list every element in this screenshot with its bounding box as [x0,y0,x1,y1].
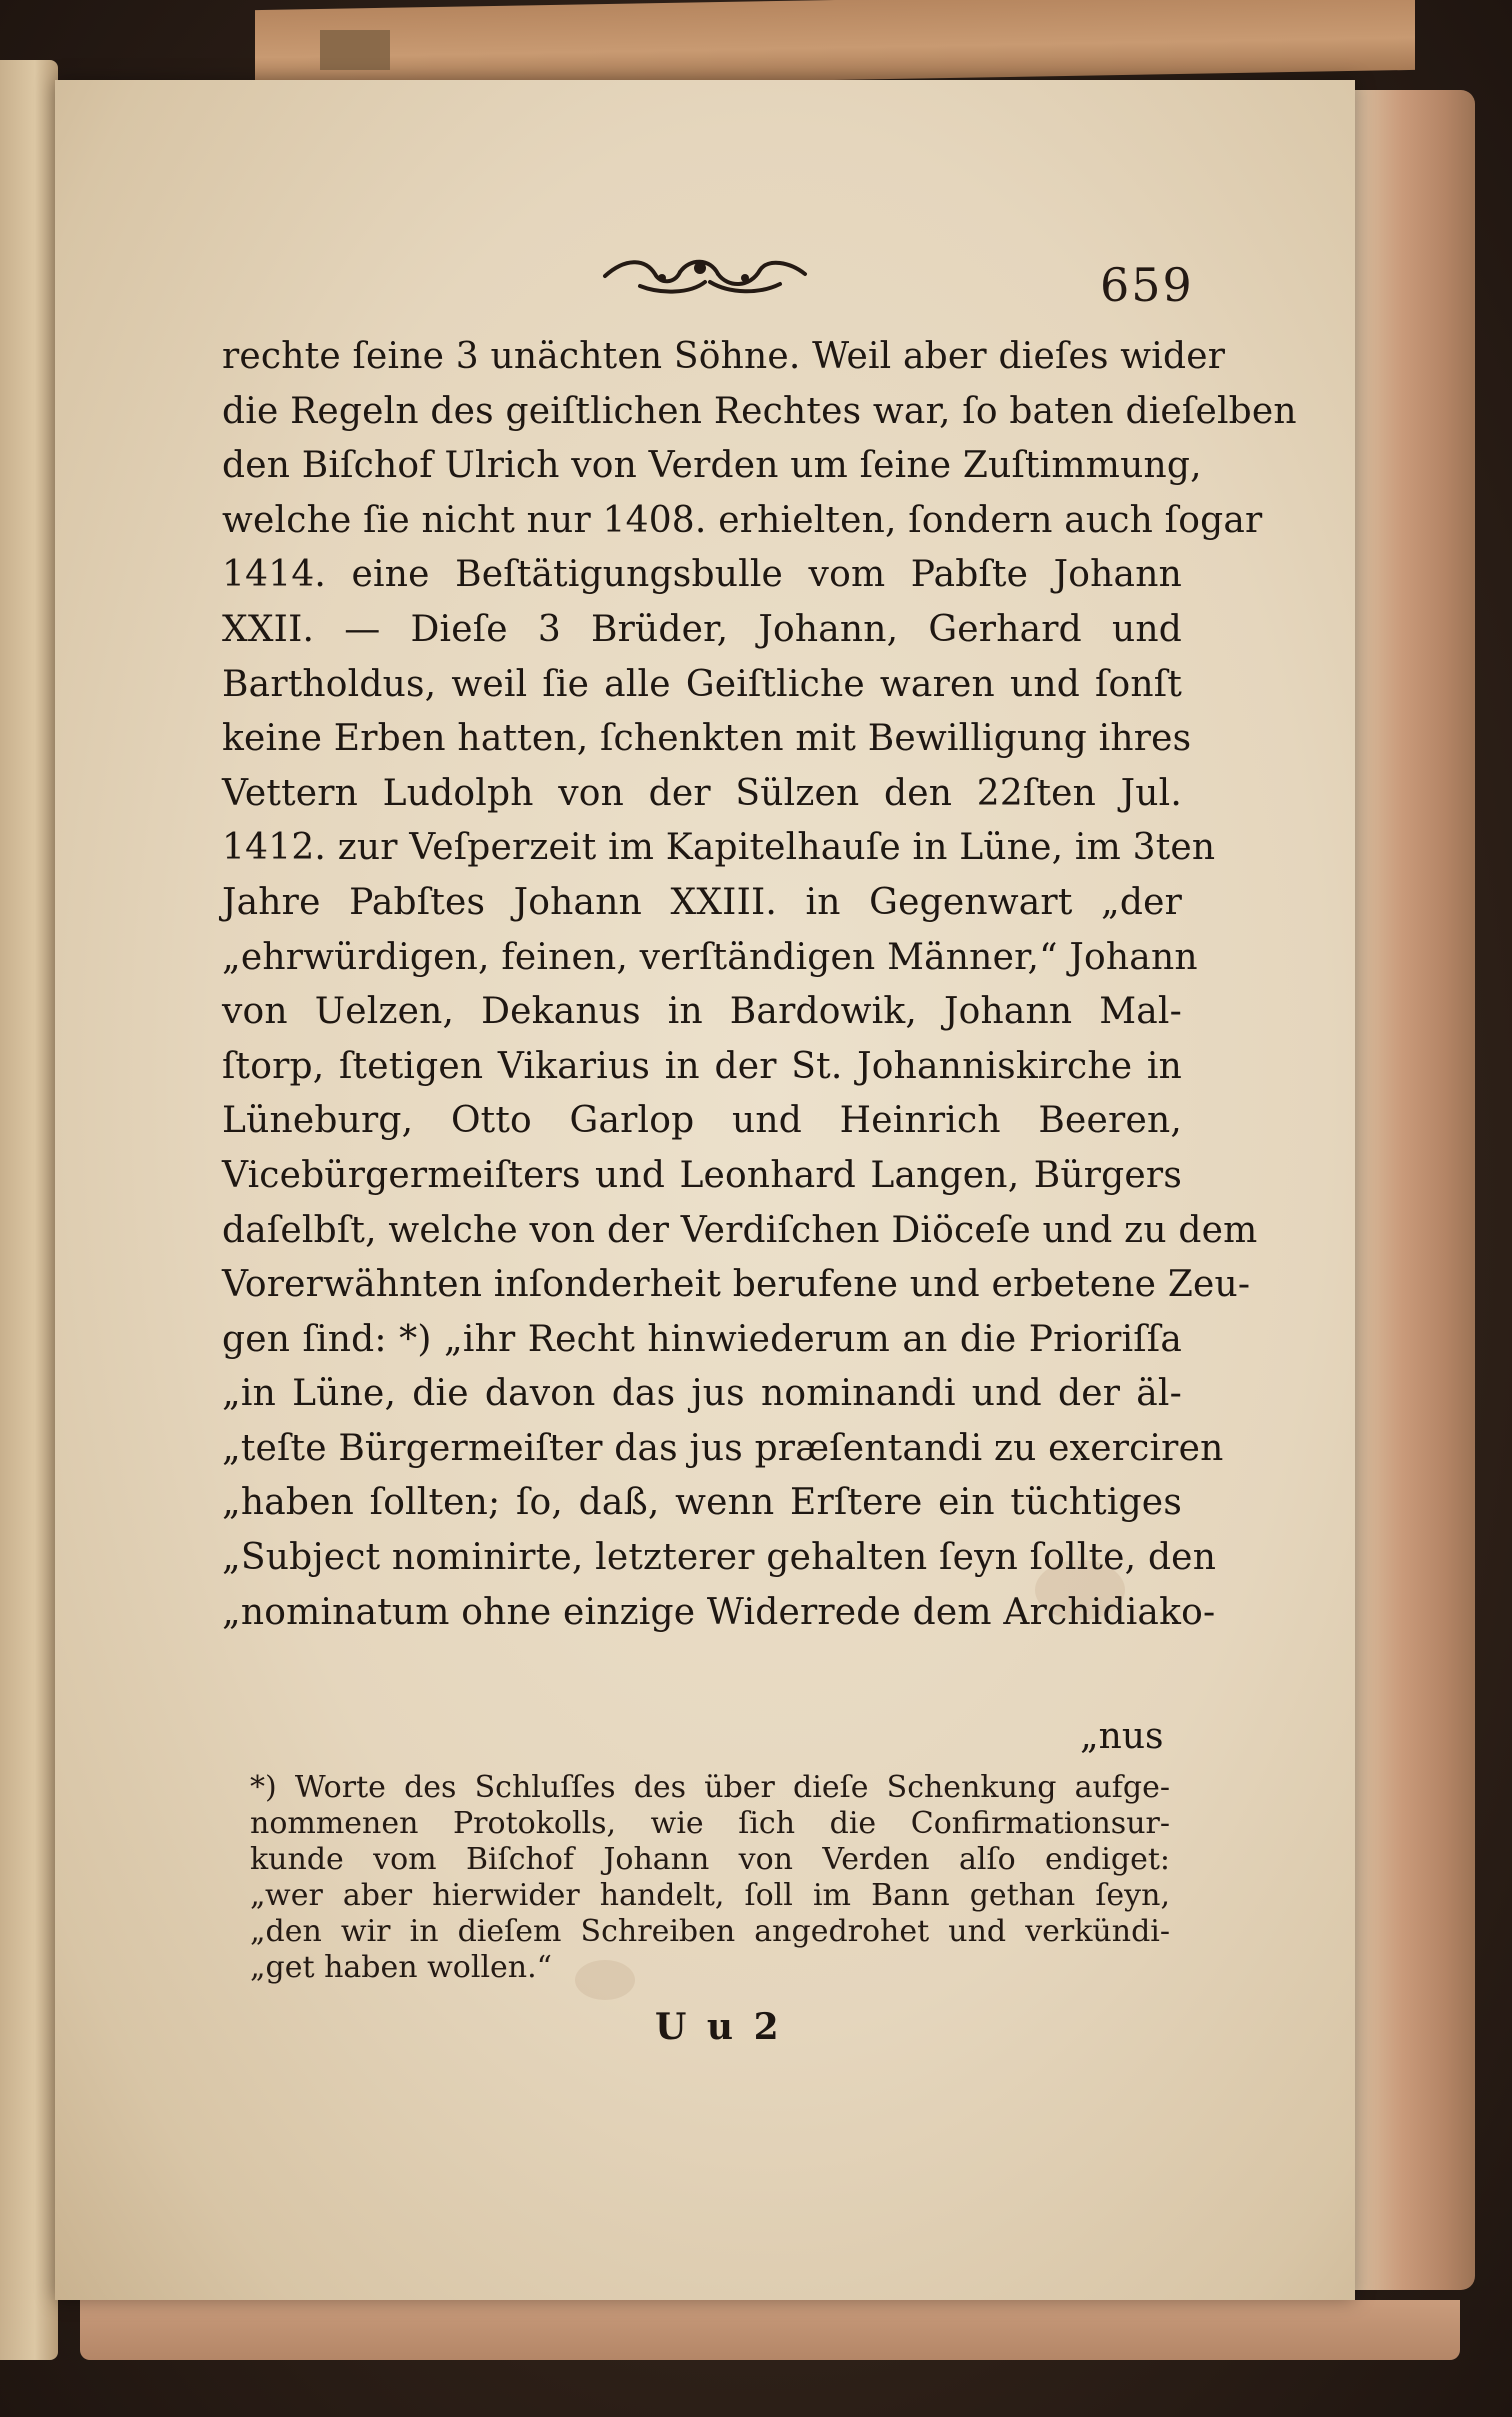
text-line: Vettern Ludolph von der Sülzen den 22ſten Jul. [222,772,1182,814]
page-number: 659 [1100,258,1194,312]
text-line: Jahre Pabſtes Johann XXIII. in Gegenwart „der [222,881,1182,923]
facing-page-edge [0,60,58,2360]
text-line: „teſte Bürgermeiſter das jus præſentandi zu exerciren [222,1427,1224,1469]
footnote-line: nommenen Protokolls, wie ſich die Confirmationsur- [250,1806,1170,1841]
text-line: „Subject nominirte, letzterer gehalten ſeyn ſollte, den [222,1537,1217,1579]
decorative-scroll-ornament-icon [600,248,810,300]
footnote-line: *) Worte des Schluſſes des über dieſe Schenkung aufge- [250,1770,1170,1805]
text-line: welche ſie nicht nur 1408. erhielten, ſondern auch ſogar [222,499,1263,541]
text-line: XXII. — Dieſe 3 Brüder, Johann, Gerhard und [222,608,1182,650]
text-line: die Regeln des geiſtlichen Rechtes war, ſo baten dieſelben [222,390,1297,432]
text-line: daſelbſt, welche von der Verdiſchen Diöceſe und zu dem [222,1209,1258,1251]
catchword: „nus [1080,1716,1164,1757]
footnote-line: kunde vom Biſchof Johann von Verden alſo endiget: [250,1842,1170,1877]
footnote-line: „wer aber hierwider handelt, ſoll im Bann gethan ſeyn, [250,1878,1170,1913]
text-line: Bartholdus, weil ſie alle Geiſtliche waren und ſonſt [222,663,1182,705]
page-stack-edge-bottom [80,2300,1460,2360]
text-line: 1412. zur Veſperzeit im Kapitelhauſe in Lüne, im 3ten [222,827,1216,869]
text-line: keine Erben hatten, ſchenkten mit Bewilligung ihres [222,718,1192,760]
signature-mark: U u 2 [655,2006,783,2048]
text-line: Vorerwähnten inſonderheit berufene und erbetene Zeu- [222,1264,1251,1306]
page-stack-edge-right [1355,90,1475,2290]
text-line: „ehrwürdigen, feinen, verſtändigen Männer,“ Johann [222,936,1198,978]
text-line: rechte ſeine 3 unächten Söhne. Weil aber dieſes wider [222,336,1226,377]
footnote-block [250,1770,1170,1986]
text-line: „haben ſollten; ſo, daß, wenn Erſtere ein tüchtiges [222,1482,1182,1524]
text-line: ſtorp, ſtetigen Vikarius in der St. Johanniskirche in [222,1045,1182,1087]
main-text-block [222,330,1297,1640]
text-line: „in Lüne, die davon das jus nominandi und der äl- [222,1373,1182,1415]
text-line: „nominatum ohne einzige Widerrede dem Archidiako- [222,1591,1216,1633]
text-line: Lüneburg, Otto Garlop und Heinrich Beeren, [222,1100,1182,1142]
footnote-line: „den wir in dieſem Schreiben angedrohet und verkündi- [250,1914,1170,1949]
text-line: gen ſind: *) „ihr Recht hinwiederum an die Prioriſſa [222,1318,1182,1360]
text-line: Vicebürgermeiſters und Leonhard Langen, Bürgers [222,1154,1182,1196]
footnote-line: „get haben wollen.“ [250,1950,552,1985]
text-line: 1414. eine Beſtätigungsbulle vom Pabſte Johann [222,554,1182,596]
text-line: den Biſchof Ulrich von Verden um ſeine Zuſtimmung, [222,445,1202,487]
text-line: von Uelzen, Dekanus in Bardowik, Johann Mal- [222,991,1182,1033]
spine-label [320,30,390,70]
